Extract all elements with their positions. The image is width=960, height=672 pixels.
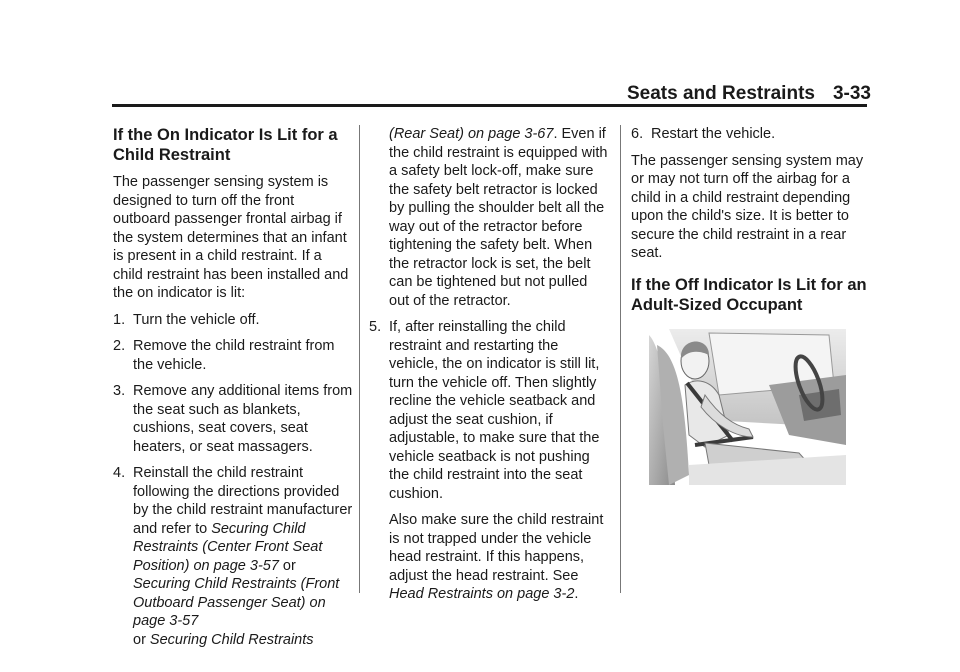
- step-number: 2.: [113, 338, 126, 354]
- step-text: Remove the child restraint from the vehicle.: [133, 338, 335, 373]
- cross-reference-link[interactable]: Securing Child Restraints (Center Front Seat Position) on page 3-57: [133, 520, 323, 574]
- column-1: [113, 125, 353, 657]
- adult-occupant-illustration: [649, 325, 846, 485]
- step-number: 3.: [113, 383, 126, 399]
- step-text: Turn the vehicle off.: [133, 311, 260, 328]
- column-2: [369, 125, 609, 612]
- note-text: .: [574, 586, 579, 602]
- list-item: [113, 337, 353, 374]
- section-heading-off-indicator: If the Off Indicator Is Lit for an Adult-Sized Occupant: [631, 275, 867, 314]
- list-item: [369, 318, 609, 503]
- intro-paragraph: The passenger sensing system is designed to turn off the front outboard passenger frontal airbag if the system determines that an infant is present in a child restraint. If a child restraint has been installed and the on indicator is lit:: [113, 174, 349, 301]
- occupant-drawing: [649, 325, 846, 485]
- step-number: 6.: [631, 126, 644, 142]
- column-3: [631, 125, 871, 323]
- continuation-text: . Even if the child restraint is equipped with a safety belt lock-off, make sure the safety belt retractor is locked by pulling the shoulder belt all the way out of the retractor before tightening the safety belt. When the retractor lock is set, the belt can be tightened but not pulled out of the retractor.: [389, 126, 608, 309]
- list-item: [113, 311, 353, 330]
- step-text: or: [278, 557, 296, 574]
- cross-reference-link[interactable]: Securing Child Restraints: [149, 631, 314, 648]
- list-item: [113, 464, 353, 649]
- note-text: Also make sure the child restraint is not trapped under the vehicle head restraint. If this happens, adjust the head restraint. See: [389, 512, 604, 584]
- step-number: 5.: [369, 319, 382, 335]
- steps-list: [113, 311, 353, 650]
- header-title: [627, 83, 871, 105]
- column-divider: [359, 125, 360, 593]
- header-rule: [112, 104, 867, 107]
- step-number: 1.: [113, 311, 126, 328]
- cross-reference-link[interactable]: Securing Child Restraints (Front Outboard Passenger Seat) on page 3-57: [133, 576, 340, 629]
- step-number: 4.: [113, 465, 126, 481]
- step-text: Reinstall the child restraint following the directions provided by the child restraint manufacturer and refer to: [133, 465, 353, 537]
- list-item: [113, 382, 353, 456]
- list-item: [631, 125, 871, 144]
- step-5-note: [369, 511, 609, 604]
- section-heading-on-indicator: If the On Indicator Is Lit for a Child Restraint: [113, 126, 338, 164]
- page-number: 3-33: [832, 83, 871, 104]
- step-text: or: [133, 631, 150, 648]
- step-text: Restart the vehicle.: [651, 126, 776, 142]
- cross-reference-link[interactable]: Head Restraints on page 3-2: [389, 586, 575, 602]
- section-title: Seats and Restraints: [627, 83, 815, 104]
- steps-list: [369, 318, 609, 503]
- steps-list: [631, 125, 871, 144]
- column-divider: [620, 125, 621, 593]
- step-text: Remove any additional items from the seat such as blankets, cushions, seat covers, seat heaters, or seat massagers.: [133, 383, 353, 455]
- page-header: [0, 0, 960, 104]
- cross-reference-link[interactable]: (Rear Seat) on page 3-67: [389, 126, 554, 142]
- step-4-continuation: [369, 125, 609, 310]
- step-text: If, after reinstalling the child restraint and restarting the vehicle, the on indicator is still lit, turn the vehicle off. Then slightly recline the vehicle seatback and adjust the seat cushion, if adjustable, to make sure that the vehicle seatback is not pushing the child restraint into the seat cushion.: [389, 319, 600, 502]
- passenger-sensing-paragraph: The passenger sensing system may or may not turn off the airbag for a child in a child restraint depending upon the child's size. It is better to secure the child restraint in a rear seat.: [631, 152, 864, 261]
